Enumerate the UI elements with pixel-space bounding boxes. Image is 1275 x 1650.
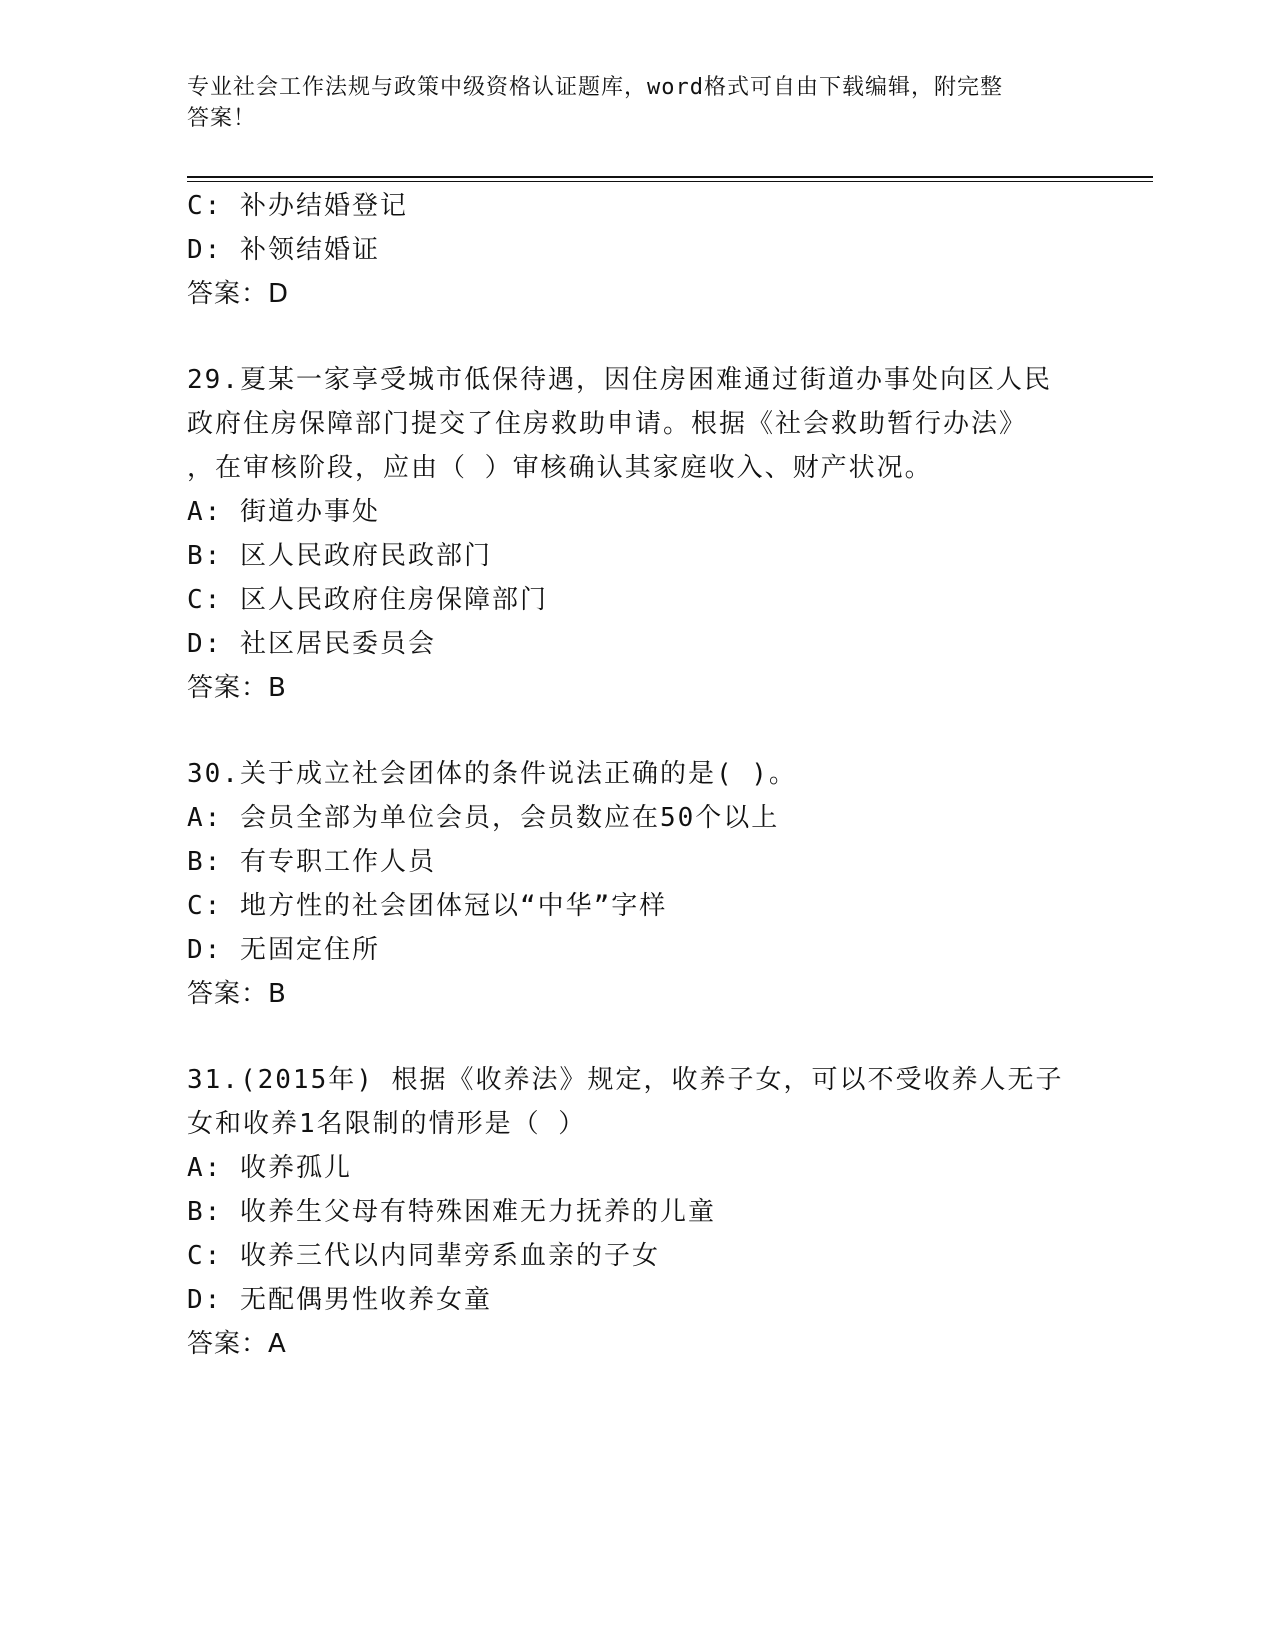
q31-option-c: C: 收养三代以内同辈旁系血亲的子女 xyxy=(187,1241,660,1271)
q29-stem-line-2: 政府住房保障部门提交了住房救助申请。根据《社会救助暂行办法》 xyxy=(187,409,1028,439)
header-line-1: 专业社会工作法规与政策中级资格认证题库，word格式可自由下载编辑，附完整 xyxy=(187,75,1003,100)
q30-option-a: A: 会员全部为单位会员，会员数应在50个以上 xyxy=(187,803,780,833)
q30-stem-line-1: 30.关于成立社会团体的条件说法正确的是( )。 xyxy=(187,759,797,789)
q29-option-d: D: 社区居民委员会 xyxy=(187,629,436,659)
q31-option-d: D: 无配偶男性收养女童 xyxy=(187,1285,492,1315)
prev-option-c: C: 补办结婚登记 xyxy=(187,191,408,221)
header-line-2: 答案！ xyxy=(187,106,257,131)
q30-option-d: D: 无固定住所 xyxy=(187,935,380,965)
q30-answer: 答案：B xyxy=(187,979,287,1009)
q29-option-b: B: 区人民政府民政部门 xyxy=(187,541,492,571)
q31-stem-line-2: 女和收养1名限制的情形是（ ） xyxy=(187,1109,587,1139)
q29-stem-line-1: 29.夏某一家享受城市低保待遇，因住房困难通过街道办事处向区人民 xyxy=(187,365,1052,395)
q30-option-b: B: 有专职工作人员 xyxy=(187,847,436,877)
q30-option-c: C: 地方性的社会团体冠以“中华”字样 xyxy=(187,891,668,921)
prev-option-d: D: 补领结婚证 xyxy=(187,235,380,265)
q29-option-a: A: 街道办事处 xyxy=(187,497,380,527)
header-rule-thick xyxy=(187,176,1153,178)
q31-stem-line-1: 31.(2015年) 根据《收养法》规定，收养子女，可以不受收养人无子 xyxy=(187,1065,1064,1095)
document-header xyxy=(187,72,1067,134)
q31-option-a: A: 收养孤儿 xyxy=(187,1153,352,1183)
q29-option-c: C: 区人民政府住房保障部门 xyxy=(187,585,548,615)
q29-stem-line-3: ，在审核阶段，应由（ ）审核确认其家庭收入、财产状况。 xyxy=(187,453,933,483)
q29-answer: 答案：B xyxy=(187,673,287,703)
q31-answer: 答案：A xyxy=(187,1329,287,1359)
header-rule-thin xyxy=(187,181,1153,182)
q31-option-b: B: 收养生父母有特殊困难无力抚养的儿童 xyxy=(187,1197,716,1227)
prev-answer: 答案：D xyxy=(187,279,290,309)
